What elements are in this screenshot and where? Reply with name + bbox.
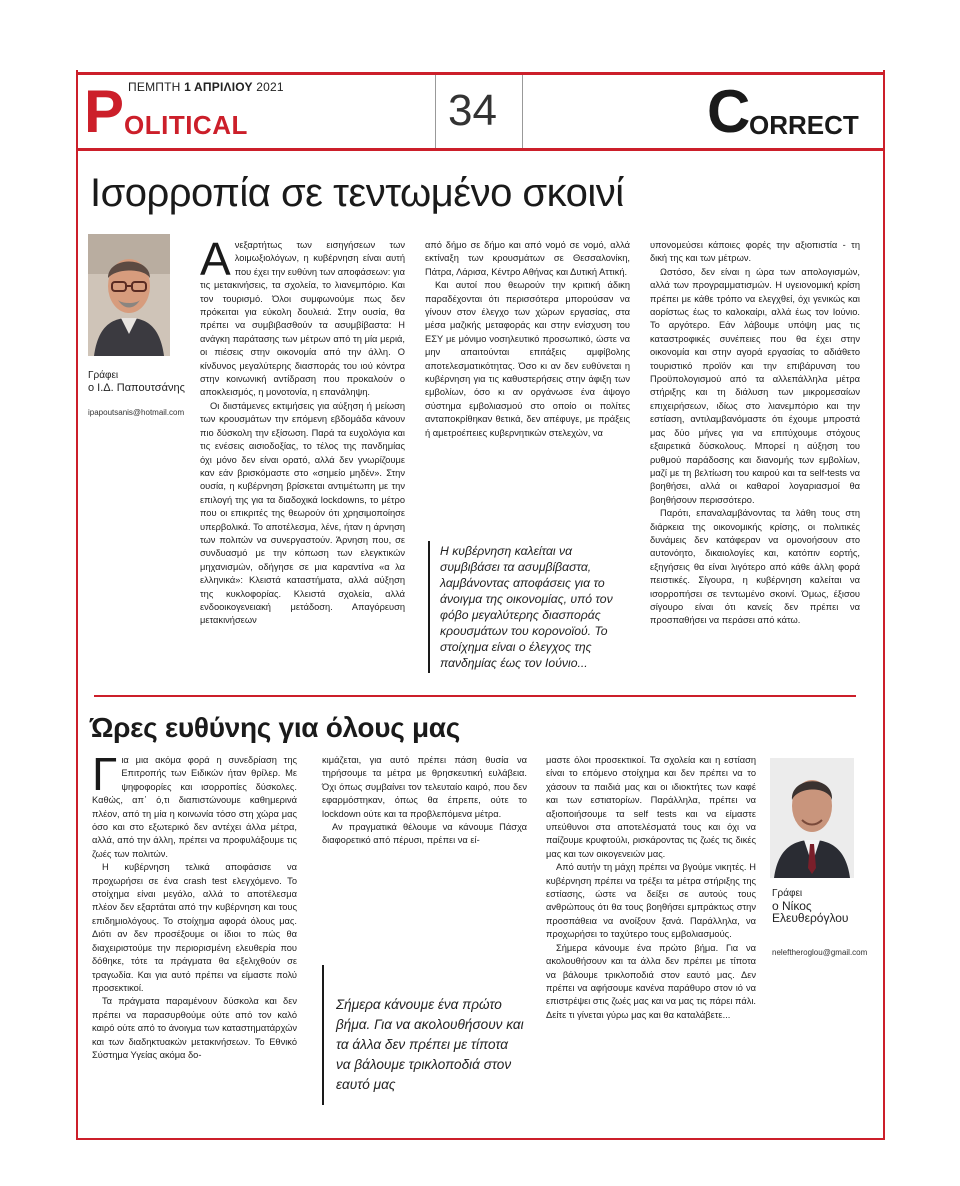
article1-column-2 xyxy=(425,239,630,440)
article2-paragraph: Από αυτήν τη μάχη πρέπει να βγούμε νικητές. Η κυβέρνηση πρέπει να τρέξει τα μέτρα στήριξης της εστίασης, ώστε να δείξει σε αυτούς τους ανθρώπους ότι θα τους βοηθήσει εμπράκτως στην προσπάθεια να ανοίξουν ξανά. Παράλληλα, να προχωρήσει το ταχύτερο τους εμβολιασμούς. xyxy=(546,862,756,940)
pull-quote-bar xyxy=(322,965,324,1105)
article1-paragraph-text: νεξαρτήτως των εισηγήσεων των λοιμωξιολόγων, η κυβέρνηση είναι αυτή που έχει την ευθύνη των αποφάσεων: για τις μετακινήσεις, τα σχολεία, το λιανεμπόριο. Και τον τουρισμό. Όλοι συμφωνούμε πως δεν πρόκειται για εύκολη δουλειά. Στην ουσία, θα πρέπει να συμβιβασθούν τα ασυμβίβαστα: Η ανάγκη παράτασης των μέτρων από τη μία μεριά, οι πιέσεις στην οικονομία από την άλλη. Ο κίνδυνος μεγαλύτερης διασποράς του ιού κόντρα στην κοινωνική αντίδραση που προκαλούν ο αποκλεισμός, η μονοτονία, η επανάληψη. xyxy=(200,240,405,398)
author1-byline xyxy=(88,370,198,394)
article2-paragraph xyxy=(92,748,297,861)
article2-pull-quote-text: Σήμερα κάνουμε ένα πρώτο βήμα. Για να ακολουθήσουν και τα άλλα δεν πρέπει με τίποτα να βάλουμε τρικλοποδιά στον εαυτό μας xyxy=(336,997,524,1092)
article1-paragraph: υπονομεύσει κάποιες φορές την αξιοπιστία - τη δική της και των μέτρων. xyxy=(650,240,860,264)
article2-paragraph: Σήμερα κάνουμε ένα πρώτο βήμα. Για να ακολουθήσουν και τα άλλα δεν πρέπει με τίποτα να βάλουμε τρικλοποδιά στον εαυτό μας. Δεν πρέπει να αφήσουμε κανένα παράθυρο στον ιό να επιστρέψει στις ζωές μας και να μας τις πάρει πάλι. Δείτε τι γίνεται γύρω μας και θα καταλάβετε... xyxy=(546,942,756,1020)
article1-paragraph: Και αυτοί που θεωρούν την κριτική άδικη παραδέχονται ότι περισσότερα μπορούσαν να γίνουν στον έλεγχο των χώρων εργασίας, στα μέσα μαζικής μεταφοράς και στην ενίσχυση του ΕΣΥ με μόνιμο νοσηλευτικό προσωπικό, ώστε να μην απαιτούνται επιτάξεις αμφίβολης αποτελεσματικότητας. Όσο κι αν δεν ευθύνεται η κυβέρνηση για τις καθυστερήσεις στην άφιξη των εμβολίων, όσο κι αν οργάνωσε ένα άψογο σύστημα εμβολιασμού στο οποίο οι πολίτες ανταποκρίθηκαν θετικά, δεν απέφυγε, με πράξεις ή αμετροέπειες κυβερνητικών στελεχών, να xyxy=(425,280,630,438)
article2-paragraph: Αν πραγματικά θέλουμε να κάνουμε Πάσχα διαφορετικό από πέρυσι, πρέπει να εί- xyxy=(322,822,527,846)
article1-paragraph: Ωστόσο, δεν είναι η ώρα των απολογισμών, αλλά των προγραμματισμών. Η υγειονομική κρίση πρέπει με κάθε τρόπο να ελεγχθεί, όχι γενικώς και αορίστως έως το καλοκαίρι, αλλά έως τον Ιούνιο. Το αργότερο. Εάν λάβουμε υπόψη μας τις καταστροφικές συνέπειες που θα έχει στην οικονομία και στην αγορά εργασίας το αδιάθετο τουριστικό προϊόν και την επιβάρυνση του Προϋπολογισμού από τα αλλεπάλληλα μέτρα στήριξης και τη διάλυση των μικρομεσαίων επιχειρήσεων, ιδίως στο λιανεμπόριο και την εστίαση, αντιλαμβανόμαστε ότι έχουμε μπροστά μας δύο μήνες για να επιτύχουμε στόχους εξαιρετικά δύσκολους. Μπορεί η αύξηση του ρυθμού παράδοσης και διανομής των εμβολίων, μαζί με τη βελτίωση του καιρού και τα self-tests να βοηθήσει, αλλά οι καθαροί λογαριασμοί θα βοηθήσουν περισσότερο. xyxy=(650,266,860,505)
article2-paragraph-text: ια μια ακόμα φορά η συνεδρίαση της Επιτροπής των Ειδικών ήταν θρίλερ. Με ψηφοφορίες και ισορροπίες δύσκολες. Καθώς, απ᾽ ό,τι διαπιστώνουμε καθημερινά πλέον, από τη μία η κοινωνία τόσο στη χώρα μας όσο και στο εξωτερικό δεν αντέχει άλλα μέτρα, αλλά, από την άλλη, πρέπει να προφυλάξουμε τις ζωές των πολιτών. xyxy=(92,755,297,859)
masthead-rule xyxy=(76,148,885,151)
author1-byline-label: Γράφει xyxy=(88,370,119,381)
dateline xyxy=(128,80,284,94)
article2-title: Ώρες ευθύνης για όλους μας xyxy=(90,712,460,743)
article2-pull-quote xyxy=(322,965,522,1105)
article2-column-3 xyxy=(546,754,756,1022)
dateline-year: 2021 xyxy=(256,80,284,94)
author2-portrait-icon xyxy=(770,758,854,878)
author2-byline xyxy=(772,888,872,924)
article1-paragraph: Οι διιστάμενες εκτιμήσεις για αύξηση ή μείωση των κρουσμάτων την επόμενη εβδομάδα κάνουν πιο δύσκολη την εξίσωση. Παρά τα ευχολόγια και τις ενέσεις αισιοδοξίας, το τέλος της πανδημίας όχι μόνο δεν είναι ορατό, αλλά δεν γνωρίζουμε καν εάν βρισκόμαστε στο «σημείο μηδέν». Στην ουσία, η κυβέρνηση βρίσκεται αντιμέτωπη με την επιλογή της για τα διαδοχικά lockdowns, το μέτρο που οι επικριτές της θεωρούν ότι χρησιμοποίησε υπερβολικά. Το αποτέλεσμα, λένε, ήταν η άρνηση των πολιτών να συνεργαστούν. Άρνηση που, σε συνδυασμό με την κόπωση των ελεγκτικών μηχανισμών, οδήγησε σε μια καραντίνα «α λα ελληνικά»: Κλειστά καταστήματα, αλλά αύξηση της κυκλοφορίας. Κλειστά σχολεία, αλλά ενδοοικογενειακή μετάδοση. Απαγόρευση μετακινήσεων xyxy=(200,400,405,626)
pull-quote-bar xyxy=(428,541,430,673)
article2-column-1 xyxy=(92,748,297,1062)
author1-email[interactable]: ipapoutsanis@hotmail.com xyxy=(88,408,185,417)
author2-email[interactable]: neleftheroglou@gmail.com xyxy=(772,948,868,957)
article2-column-2 xyxy=(322,754,527,848)
article2-paragraph: Η κυβέρνηση τελικά αποφάσισε να προχωρήσει σε ένα crash test ελεγχόμενο. Το στοίχημα είναι μεγάλο, αλλά το αποτέλεσμα πλέον δεν εξαρτάται από την κυβέρνηση και τους επιδημιολόγους. Το στοίχημα αφορά όλους μας. Διότι αν δεν προσέξουμε οι ίδιοι το πώς θα διαχειριστούμε την περιορισμένη ελευθερία που δόθηκε, τότε τα πράγματα θα εξελιχθούν σε τραγωδία. Και για αυτό πρέπει να είμαστε πολύ προσεκτικοί. xyxy=(92,862,297,993)
brand-correct-initial: C xyxy=(707,78,751,145)
dateline-date: 1 ΑΠΡΙΛΙΟΥ xyxy=(184,80,253,94)
article1-paragraph: από δήμο σε δήμο και από νομό σε νομό, αλλά εκτίναξη των κρουσμάτων σε Θεσσαλονίκη, Πάτρα, Λάρισα, Κέντρο Αθήνας και Δυτική Αττική. xyxy=(425,240,630,277)
article1-dropcap: Α xyxy=(200,233,231,285)
author1-photo xyxy=(88,234,170,356)
brand-correct xyxy=(707,78,887,145)
brand-political-rest: OLITICAL xyxy=(124,110,248,140)
author1-portrait-icon xyxy=(88,234,170,356)
article2-paragraph: μαστε όλοι προσεκτικοί. Τα σχολεία και η εστίαση είναι το επόμενο στοίχημα και δεν πρέπει να το χάσουν τα παιδιά μας και οι ιδιοκτήτες των καφέ και των εστιατορίων. Παράλληλα, πρέπει να αξιοποιήσουμε τα self tests και να είμαστε υπεύθυνοι στα αποτελέσματά τους και όχι να παίζουμε κρυφτούλι, ρισκάροντας τις ζωές τις δικές μας και των οικογενειών μας. xyxy=(546,755,756,859)
author2-name: ο Νίκος Ελευθερόγλου xyxy=(772,899,849,925)
article-divider xyxy=(94,695,856,697)
brand-political-initial: P xyxy=(84,78,125,145)
brand-correct-rest: ORRECT xyxy=(749,110,859,140)
article1-pull-quote xyxy=(428,541,633,673)
article2-paragraph: κιμάζεται, για αυτό πρέπει πάση θυσία να τηρήσουμε τα μέτρα με θρησκευτική ευλάβεια. Όχι όπως συμβαίνει τον τελευταίο καιρό, που δεν εφαρμόστηκαν, όπως θα έπρεπε, ούτε το lockdown ούτε και τα προβλεπόμενα μέτρα. xyxy=(322,755,527,819)
article1-column-3 xyxy=(650,239,860,628)
article1-title: Ισορροπία σε τεντωμένο σκοινί xyxy=(90,171,624,215)
author2-byline-label: Γράφει xyxy=(772,888,803,899)
author1-name: ο Ι.Δ. Παπουτσάνης xyxy=(88,382,185,394)
article1-paragraph: Παρότι, επαναλαμβάνοντας τα λάθη τους στη διάρκεια της οικονομικής κρίσης, οι πολιτικές δυνάμεις δεν κατάφεραν να ομονοήσουν στο αυτονόητο, δικαιολογίες και, κατόπιν εορτής, εξηγήσεις θα είναι λιγότερο από κάθε άλλη φορά πειστικές. Σίγουρα, η κυβέρνηση καλείται να ισορροπήσει σε τεντωμένο σκοινί. Όμως, έξισου σίγουρο είναι ότι κανείς δεν πρέπει να προσπαθήσει να περάσει από κάτω. xyxy=(650,508,860,626)
article1-paragraph xyxy=(200,233,405,400)
article2-paragraph: Τα πράγματα παραμένουν δύσκολα και δεν πρέπει να παρασυρθούμε ούτε από τον καλό καιρό ούτε από το άνοιγμα των καταστηματάρχών και των διαδηκτυακών μετακινήσεων. Το Εθνικό Σύστημα Υγείας ακόμα δο- xyxy=(92,996,297,1060)
author2-photo xyxy=(770,758,854,878)
article1-pull-quote-text: Η κυβέρνηση καλείται να συμβιβάσει τα ασυμβίβαστα, λαμβάνοντας αποφάσεις για το άνοιγμα της οικονομίας, υπό τον φόβο μεγαλύτερης διασποράς κρουσμάτων του κορονοϊού. Το στοίχημα είναι ο έλεγχος της πανδημίας έως τον Ιούνιο... xyxy=(440,544,613,670)
article2-dropcap: Γ xyxy=(92,748,118,800)
dateline-day: ΠΕΜΠΤΗ xyxy=(128,80,181,94)
page-number: 34 xyxy=(448,86,497,135)
article1-column-1 xyxy=(200,233,405,628)
